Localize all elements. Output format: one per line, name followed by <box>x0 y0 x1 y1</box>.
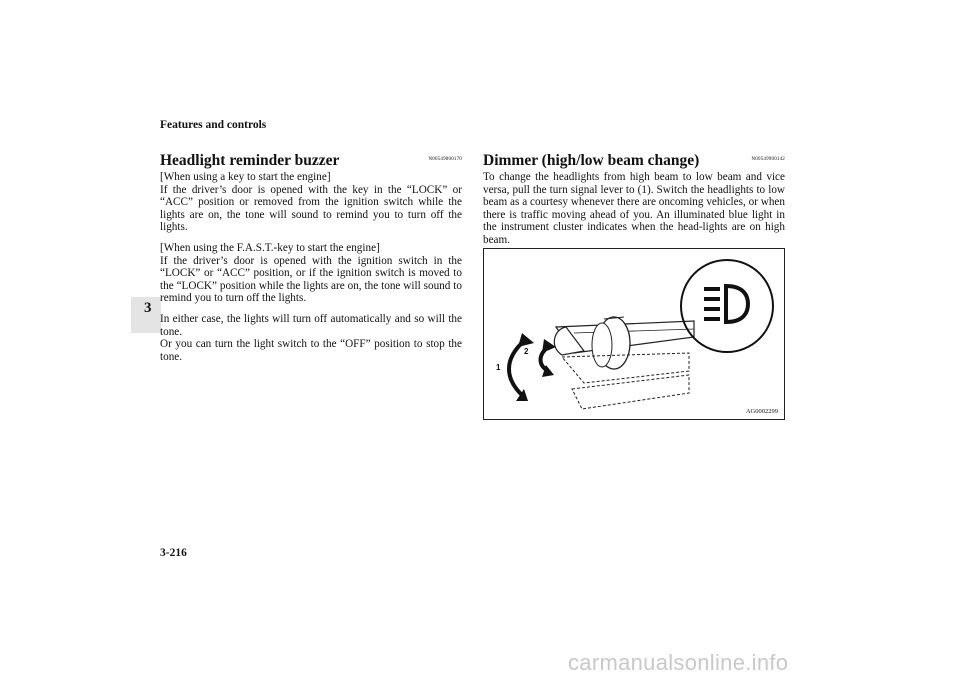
high-beam-indicator <box>680 259 774 353</box>
left-column <box>160 152 462 363</box>
paragraph: In either case, the lights will turn off automatically and so will the tone. Or you can turn the light switch to the “OFF” position to stop the tone. <box>160 312 462 363</box>
section-code: N00549900142 <box>751 157 785 162</box>
section-header: Features and controls <box>160 119 267 131</box>
figure-code: AG0002299 <box>745 408 778 415</box>
paragraph: [When using the F.A.S.T.-key to start the engine] If the driver’s door is opened with the ignition switch in the “LOCK” or “ACC” position, or if the ignition switch is moved to the “LOCK” position while the lights are on, the tone will sound to remind you to turn off the lights. <box>160 241 462 305</box>
headlight-reminder-heading <box>160 152 462 171</box>
high-beam-indicator-icon <box>682 261 772 351</box>
right-column <box>483 152 785 247</box>
chapter-number: 3 <box>144 300 152 316</box>
label-1: 1 <box>496 363 501 372</box>
dimmer-heading <box>483 152 785 171</box>
watermark: carmanualsonline.info <box>568 650 789 675</box>
section-title: Headlight reminder buzzer <box>160 152 340 169</box>
section-title: Dimmer (high/low beam change) <box>483 152 700 169</box>
label-2: 2 <box>524 347 529 356</box>
paragraph: [When using a key to start the engine] If the driver’s door is opened with the key in the “LOCK” or “ACC” position or removed from the ignition switch while the lights are on, the tone will sound to remind you to turn off the lights. <box>160 171 462 234</box>
section-code: N00549800170 <box>428 157 462 162</box>
figure-turn-signal-lever <box>483 248 785 420</box>
page-number: 3-216 <box>160 547 187 559</box>
paragraph: To change the headlights from high beam to low beam and vice versa, pull the turn signal lever to (1). Switch the headlights to low beam as a courtesy whenever there are oncoming vehicles, or when there is traffic moving ahead of you. An illuminated blue light in the instrument cluster indicates when the head-lights are on high beam. <box>483 171 785 246</box>
